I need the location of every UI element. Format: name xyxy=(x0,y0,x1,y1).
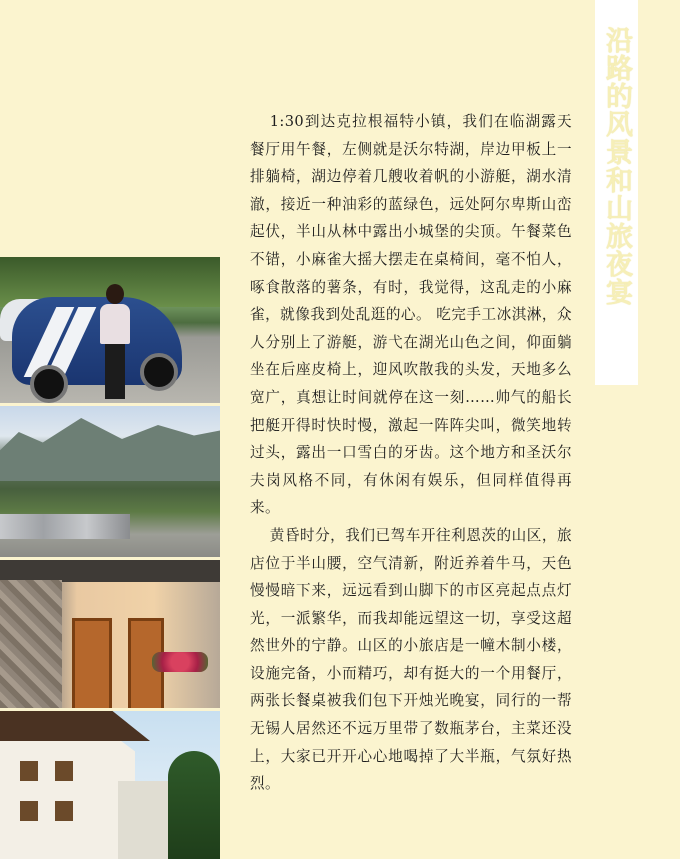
photo-flowers xyxy=(152,652,208,672)
page-title: 沿路的风景和山旅夜宴 xyxy=(601,26,632,306)
photo-mountains xyxy=(0,411,220,481)
photo-chalet-building xyxy=(0,721,135,859)
photo-wooden-door xyxy=(72,618,112,708)
photo-woman xyxy=(100,284,130,399)
photo-tree xyxy=(168,751,220,859)
photo-parked-cars xyxy=(0,514,130,539)
title-bar xyxy=(595,0,638,385)
photo-mountain-town xyxy=(0,406,220,557)
hotel-sign xyxy=(86,582,132,612)
article-paragraph: 黄昏时分，我们已驾车开往利恩茨的山区，旅店位于半山腰，空气清新，附近养着牛马，天色慢慢暗下来，远远看到山脚下的市区亮起点点灯光，一派繁华，而我却能远望这一切，享受这超然世外的宁静。山区的小旅店是一幢木制小楼，设施完备，小而精巧，却有挺大的一个用餐厅，两张长餐桌被我们包下开烛光晚宴，同行的一帮无锡人居然还不远万里带了数瓶茅台，主菜还没上，大家已开开心心地喝掉了大半瓶，气氛好热烈。 xyxy=(250,526,572,793)
photo-hotel-entrance xyxy=(0,560,220,708)
car-wheel xyxy=(30,365,68,403)
photo-woman-with-car xyxy=(0,257,220,403)
photo-stone-wall xyxy=(0,580,62,708)
article-paragraph: 1:30到达克拉根福特小镇，我们在临湖露天餐厅用午餐，左侧就是沃尔特湖，岸边甲板上一排躺椅，湖边停着几艘收着帆的小游艇，湖水清澈，接近一种油彩的蓝绿色，远处阿尔卑斯山峦起伏，半山从林中露出小城堡的尖顶。午餐菜色不错，小麻雀大摇大摆走在桌椅间，毫不怕人，啄食散落的薯条，有时，我觉得，这乱走的小麻雀，就像我到处乱逛的心。 吃完手工冰淇淋，众人分别上了游艇，游弋在湖光山色之间，仰面躺坐在后座皮椅上，迎风吹散我的头发，天地多么宽广，真想让时间就停在这一刻……帅气的船长把艇开得时快时慢，激起一阵阵尖叫，微笑地转过头，露出一口雪白的牙齿。这个地方和圣沃尔夫岗风格不同，有休闲有娱乐，但同样值得再来。 xyxy=(250,113,572,517)
article-body xyxy=(250,108,572,798)
car-wheel xyxy=(140,353,178,391)
photo-chalet xyxy=(0,711,220,859)
photo-chalet-roof xyxy=(0,711,150,741)
